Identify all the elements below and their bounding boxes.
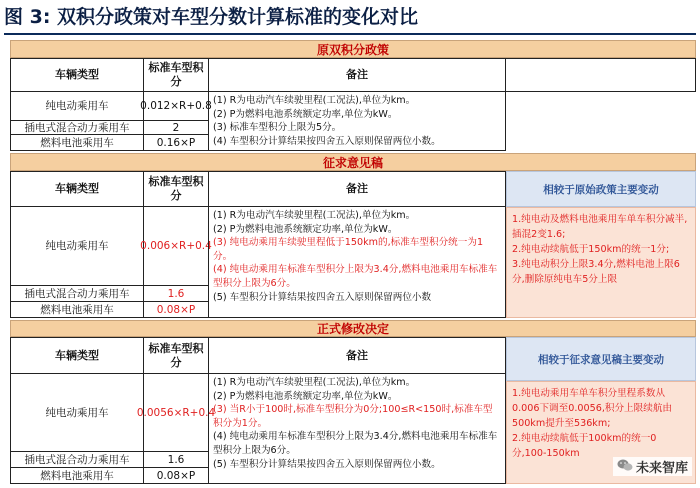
change-point: 1.纯电动及燃料电池乘用车单车积分减半,插混2变1.6; bbox=[512, 214, 688, 240]
col-header-standard-score: 标准车型积分 bbox=[143, 337, 209, 374]
row-phev-score: 2 bbox=[143, 120, 209, 135]
col-header-notes: 备注 bbox=[208, 58, 506, 92]
row-bev-score: 0.012×R+0.8 bbox=[143, 91, 209, 121]
section2-notes bbox=[208, 206, 506, 318]
figure-title: 图 3: 双积分政策对车型分数计算标准的变化对比 bbox=[4, 6, 419, 28]
title-underline bbox=[4, 33, 696, 35]
row-phev-type: 插电式混合动力乘用车 bbox=[10, 120, 144, 135]
change-point: 1.纯电动乘用车单车积分里程系数从0.006下调至0.0056,积分上限续航由500km提升至536km; bbox=[512, 388, 673, 429]
side-body-draft-changes bbox=[506, 207, 696, 318]
note-line: (5) 车型积分计算结果按四舍五入原则保留两位小数。 bbox=[213, 458, 441, 470]
row-bev-type: 纯电动乘用车 bbox=[10, 206, 144, 286]
row-phev-type: 插电式混合动力乘用车 bbox=[10, 451, 144, 468]
col-header-standard-score: 标准车型积分 bbox=[143, 171, 209, 207]
section-banner-final: 正式修改决定 bbox=[10, 320, 696, 337]
row-phev-type: 插电式混合动力乘用车 bbox=[10, 285, 144, 302]
row-fcev-type: 燃料电池乘用车 bbox=[10, 467, 144, 484]
row-phev-score: 1.6 bbox=[143, 451, 209, 468]
row-phev-score: 1.6 bbox=[143, 285, 209, 302]
note-line: (1) R为电动汽车续驶里程(工况法),单位为km。 bbox=[213, 210, 416, 221]
wechat-icon bbox=[617, 458, 633, 476]
note-line: (1) R为电动汽车续驶里程(工况法),单位为km。 bbox=[213, 377, 416, 388]
section3-notes bbox=[208, 373, 506, 484]
note-line: (2) P为燃料电池系统额定功率,单位为kW。 bbox=[213, 108, 398, 120]
side-header-draft-changes: 相较于原始政策主要变动 bbox=[506, 171, 696, 207]
section-banner-draft: 征求意见稿 bbox=[10, 153, 696, 171]
note-line: (4) 纯电动乘用车标准车型积分上限为3.4分,燃料电池乘用车标准车型积分上限为6分。 bbox=[213, 431, 498, 456]
note-line: (3) 标准车型积分上限为5分。 bbox=[213, 122, 342, 134]
section1-notes bbox=[208, 91, 506, 151]
col-header-standard-score: 标准车型积分 bbox=[143, 58, 209, 92]
row-bev-type: 纯电动乘用车 bbox=[10, 373, 144, 452]
change-point: 3.纯电动积分上限3.4分,燃料电池上限6分,删除原纯电车5分上限 bbox=[512, 259, 680, 285]
section-banner-original: 原双积分政策 bbox=[10, 40, 696, 58]
note-line: (5) 车型积分计算结果按四舍五入原则保留两位小数 bbox=[213, 291, 432, 303]
note-line: (3) 纯电动乘用车续驶里程低于150km的,标准车型积分统一为1分。 bbox=[213, 237, 484, 262]
note-line: (4) 车型积分计算结果按四舍五入原则保留两位小数。 bbox=[213, 135, 441, 147]
note-line: (4) 纯电动乘用车标准车型积分上限为3.4分,燃料电池乘用车标准车型积分上限为6分。 bbox=[213, 264, 498, 289]
row-fcev-score: 0.08×P bbox=[143, 467, 209, 484]
col-header-notes: 备注 bbox=[208, 337, 506, 374]
row-fcev-score: 0.08×P bbox=[143, 301, 209, 318]
col-header-vehicle-type: 车辆类型 bbox=[10, 337, 144, 374]
col-header-vehicle-type: 车辆类型 bbox=[10, 171, 144, 207]
row-fcev-type: 燃料电池乘用车 bbox=[10, 301, 144, 318]
change-point: 2.纯电动续航低于100km的统一0分,100-150km bbox=[512, 433, 657, 459]
col-header-vehicle-type: 车辆类型 bbox=[10, 58, 144, 92]
row-bev-score: 0.0056×R+0.4 bbox=[143, 373, 209, 452]
row-bev-type: 纯电动乘用车 bbox=[10, 91, 144, 121]
watermark-text: 未来智库 bbox=[635, 461, 688, 476]
change-point: 2.纯电动续航低于150km的统一1分; bbox=[512, 244, 670, 255]
col-header-notes: 备注 bbox=[208, 171, 506, 207]
row-bev-score: 0.006×R+0.4 bbox=[143, 206, 209, 286]
row-fcev-score: 0.16×P bbox=[143, 134, 209, 151]
watermark bbox=[613, 457, 692, 476]
row-fcev-type: 燃料电池乘用车 bbox=[10, 134, 144, 151]
note-line: (1) R为电动汽车续驶里程(工况法),单位为km。 bbox=[213, 95, 416, 106]
note-line: (3) 当R小于100时,标准车型积分为0分;100≤R<150时,标准车型积分为1分。 bbox=[213, 404, 493, 429]
note-line: (2) P为燃料电池系统额定功率,单位为kW。 bbox=[213, 223, 398, 235]
side-header-final-changes: 相较于征求意见稿主要变动 bbox=[506, 337, 696, 381]
section1-empty-side bbox=[505, 58, 696, 92]
note-line: (2) P为燃料电池系统额定功率,单位为kW。 bbox=[213, 390, 398, 402]
